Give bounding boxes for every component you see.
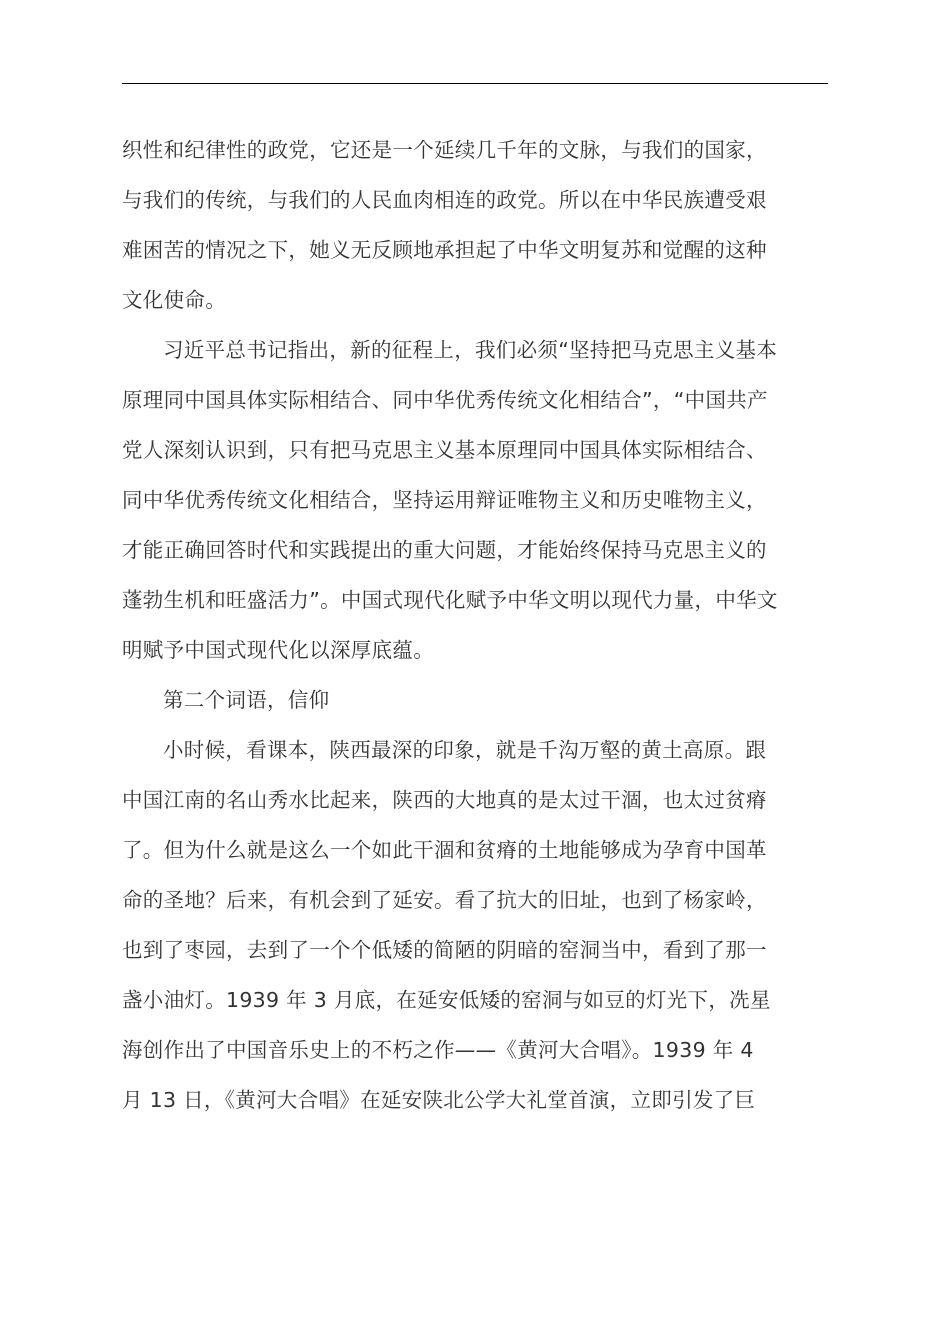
text-line: 明赋予中国式现代化以深厚底蕴。: [122, 638, 434, 662]
text-line: 党人深刻认识到，只有把马克思主义基本原理同中国具体实际相结合、: [122, 438, 767, 462]
text-line: 海创作出了中国音乐史上的不朽之作——《黄河大合唱》。1939 年 4: [122, 1038, 754, 1062]
text-line: 原理同中国具体实际相结合、同中华优秀传统文化相结合”，“中国共产: [122, 388, 768, 412]
text-line: 也到了枣园，去到了一个个低矮的简陋的阴暗的窑洞当中，看到了那一: [122, 938, 767, 962]
header-divider: [122, 83, 828, 84]
text-line: 小时候，看课本，陕西最深的印象，就是千沟万壑的黄土高原。跟: [163, 738, 767, 762]
paragraph: [122, 725, 828, 1125]
paragraph: [122, 125, 828, 325]
section-heading-text: 第二个词语，信仰: [163, 688, 330, 712]
text-line: 盏小油灯。1939 年 3 月底，在延安低矮的窑洞与如豆的灯光下，冼星: [122, 988, 771, 1012]
paragraph: [122, 325, 828, 675]
text-line: 文化使命。: [122, 288, 226, 312]
document-body: [122, 125, 828, 1125]
text-line: 中国江南的名山秀水比起来，陕西的大地真的是太过干涸，也太过贫瘠: [122, 788, 767, 812]
text-line: 月 13 日，《黄河大合唱》在延安陕北公学大礼堂首演，立即引发了巨: [122, 1088, 756, 1112]
text-line: 命的圣地？后来，有机会到了延安。看了抗大的旧址，也到了杨家岭，: [122, 888, 767, 912]
text-line: 同中华优秀传统文化相结合，坚持运用辩证唯物主义和历史唯物主义，: [122, 488, 767, 512]
text-line: 了。但为什么就是这么一个如此干涸和贫瘠的土地能够成为孕育中国革: [122, 838, 767, 862]
text-line: 蓬勃生机和旺盛活力”。中国式现代化赋予中华文明以现代力量，中华文: [122, 588, 778, 612]
text-line: 才能正确回答时代和实践提出的重大问题，才能始终保持马克思主义的: [122, 538, 767, 562]
text-line: 习近平总书记指出，新的征程上，我们必须“坚持把马克思主义基本: [163, 338, 778, 362]
text-line: 难困苦的情况之下，她义无反顾地承担起了中华文明复苏和觉醒的这种: [122, 238, 767, 262]
text-line: 织性和纪律性的政党，它还是一个延续几千年的文脉，与我们的国家，: [122, 138, 767, 162]
section-heading: [122, 675, 828, 725]
text-line: 与我们的传统，与我们的人民血肉相连的政党。所以在中华民族遭受艰: [122, 188, 767, 212]
